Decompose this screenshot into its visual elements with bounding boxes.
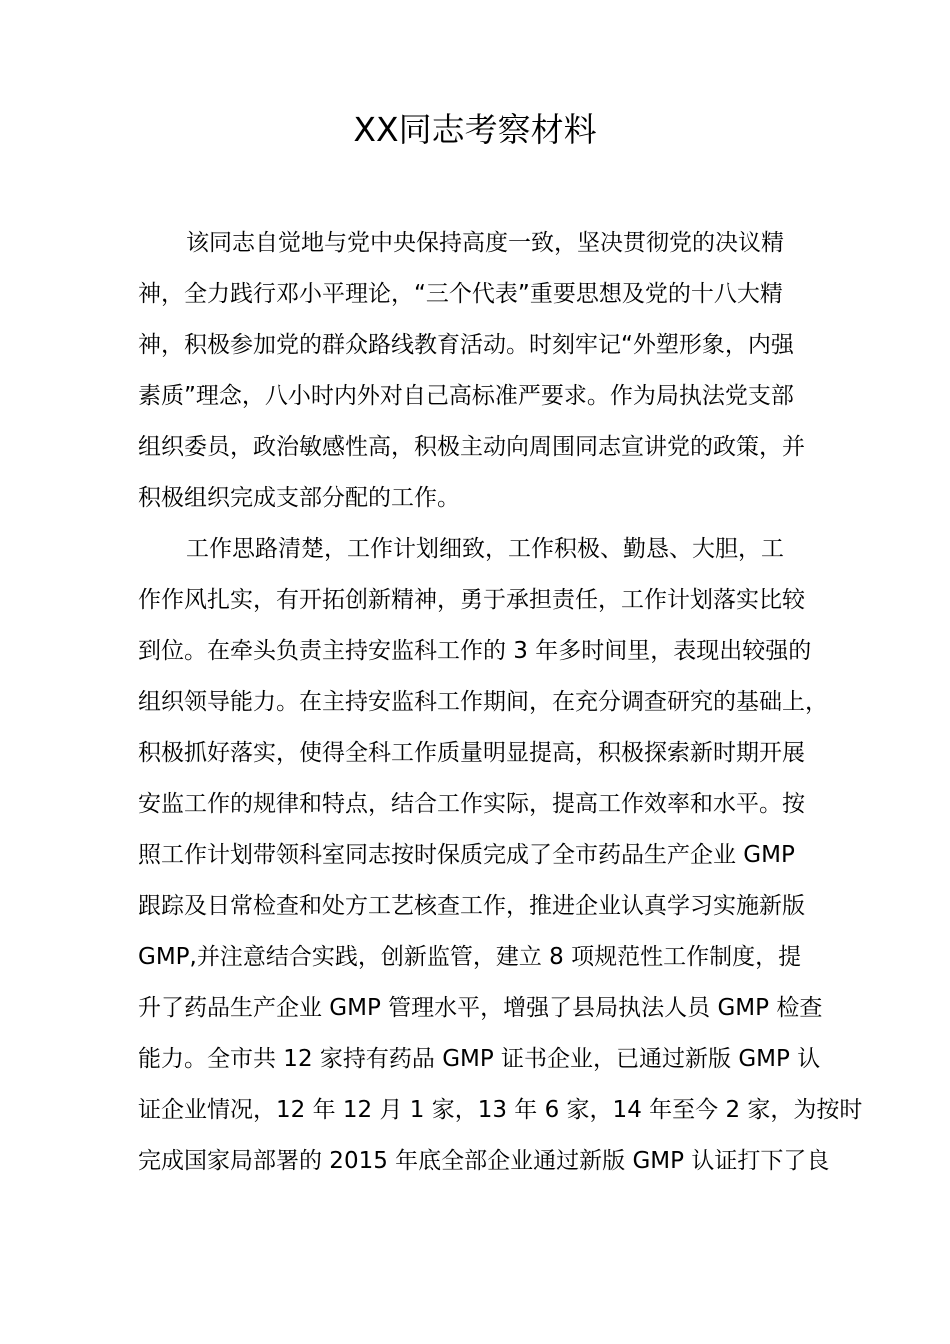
paragraph-1-line-6: 积极组织完成支部分配的工作。 [138,485,460,511]
paragraph-2-line-13: 完成国家局部署的 2015 年底全部企业通过新版 GMP 认证打下了良 [138,1148,830,1174]
paragraph-2-line-8: 跟踪及日常检查和处方工艺核查工作，推进企业认真学习实施新版 [138,893,805,919]
paragraph-2-line-1: 工作思路清楚，工作计划细致，工作积极、勤恳、大胆，工 [186,536,784,562]
paragraph-2-line-12: 证企业情况，12 年 12 月 1 家，13 年 6 家，14 年至今 2 家，为按时 [138,1097,863,1123]
paragraph-1-line-2: 神，全力践行邓小平理论，“三个代表”重要思想及党的十八大精 [138,281,783,307]
paragraph-1-line-4: 素质”理念，八小时内外对自己高标准严要求。作为局执法党支部 [138,383,794,409]
paragraph-2-line-4: 组织领导能力。在主持安监科工作期间，在充分调查研究的基础上， [138,689,828,715]
paragraph-2-line-10: 升了药品生产企业 GMP 管理水平，增强了县局执法人员 GMP 检查 [138,995,823,1021]
paragraph-1-line-3: 神，积极参加党的群众路线教育活动。时刻牢记“外塑形象，内强 [138,332,794,358]
paragraph-2-line-11: 能力。全市共 12 家持有药品 GMP 证书企业，已通过新版 GMP 认 [138,1046,821,1072]
document-title: XX同志考察材料 [353,110,597,149]
paragraph-2-line-5: 积极抓好落实，使得全科工作质量明显提高，积极探索新时期开展 [138,740,805,766]
paragraph-2-line-6: 安监工作的规律和特点，结合工作实际，提高工作效率和水平。按 [138,791,805,817]
paragraph-2-line-3: 到位。在牵头负责主持安监科工作的 3 年多时间里，表现出较强的 [138,638,812,664]
paragraph-2-line-7: 照工作计划带领科室同志按时保质完成了全市药品生产企业 GMP [138,842,795,868]
paragraph-2-line-2: 作作风扎实，有开拓创新精神，勇于承担责任，工作计划落实比较 [138,587,805,613]
paragraph-1-line-1: 该同志自觉地与党中央保持高度一致，坚决贯彻党的决议精 [186,230,784,256]
paragraph-1-line-5: 组织委员，政治敏感性高，积极主动向周围同志宣讲党的政策，并 [138,434,805,460]
paragraph-2-line-9: GMP,并注意结合实践，创新监管，建立 8 项规范性工作制度，提 [138,944,802,970]
